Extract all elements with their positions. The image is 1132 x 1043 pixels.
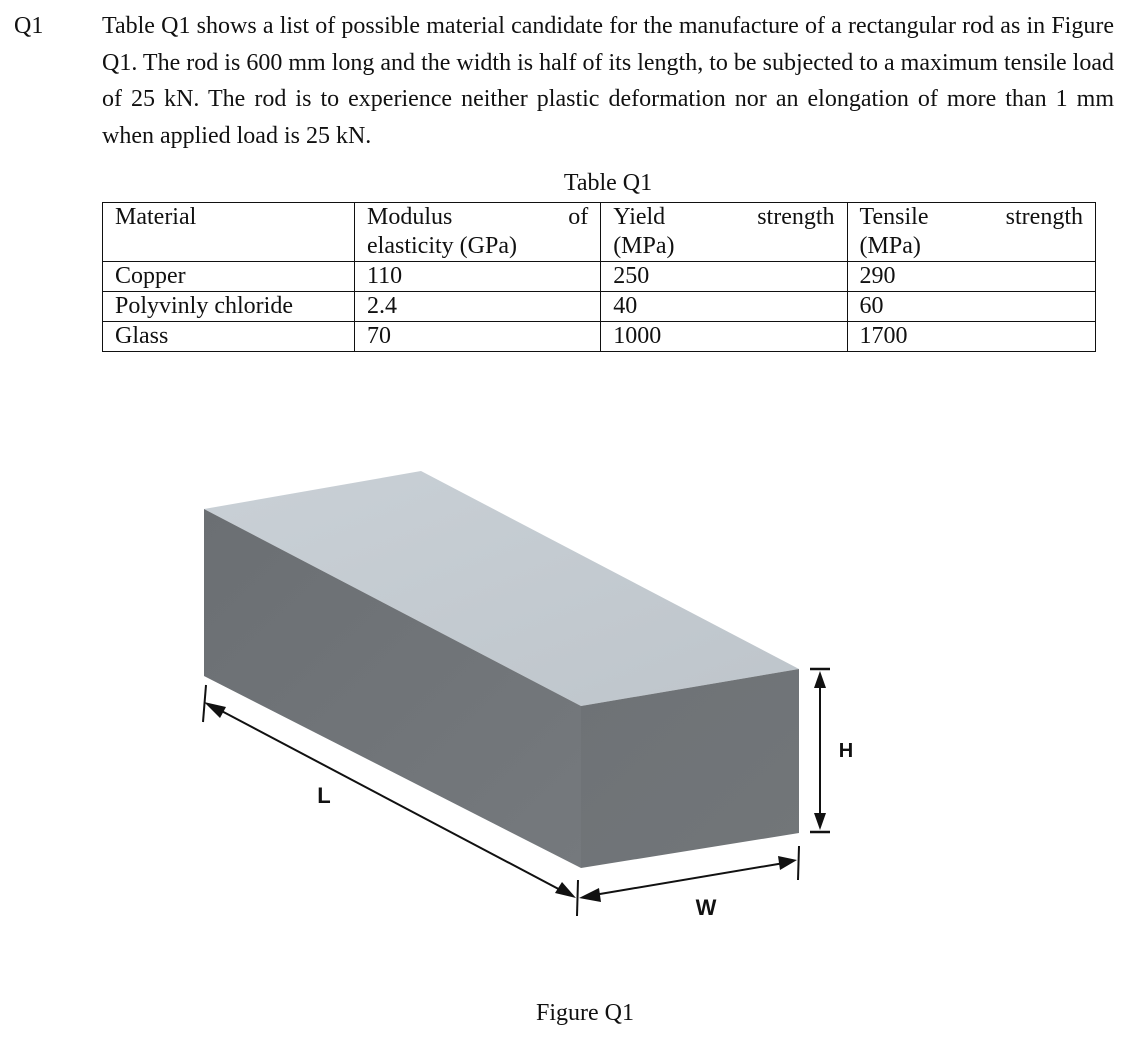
material-table xyxy=(102,202,1096,352)
cell-material: Copper xyxy=(103,262,355,292)
header-tensile-word1: Tensile xyxy=(859,204,929,230)
cell-yield: 250 xyxy=(601,262,847,292)
header-modulus xyxy=(355,203,601,262)
header-yield-word1: Yield xyxy=(613,204,666,230)
table-row xyxy=(103,322,1096,352)
table-row xyxy=(103,262,1096,292)
header-tensile-word2: strength xyxy=(1005,204,1083,230)
cell-yield: 40 xyxy=(601,292,847,322)
table-row xyxy=(103,292,1096,322)
table-caption: Table Q1 xyxy=(563,170,653,196)
length-label: L xyxy=(317,783,331,808)
height-dimension xyxy=(810,669,830,832)
cell-tensile: 1700 xyxy=(847,322,1095,352)
cell-modulus: 2.4 xyxy=(355,292,601,322)
cell-tensile: 60 xyxy=(847,292,1095,322)
cell-yield: 1000 xyxy=(601,322,847,352)
question-number: Q1 xyxy=(14,13,44,39)
header-yield xyxy=(601,203,847,262)
header-tensile xyxy=(847,203,1095,262)
cell-modulus: 110 xyxy=(355,262,601,292)
header-modulus-line2: elasticity (GPa) xyxy=(367,233,517,259)
header-tensile-line2: (MPa) xyxy=(859,233,921,259)
header-material: Material xyxy=(103,203,355,262)
figure-caption: Figure Q1 xyxy=(536,1000,634,1026)
cell-material: Polyvinly chloride xyxy=(103,292,355,322)
cell-tensile: 290 xyxy=(847,262,1095,292)
header-modulus-word2: of xyxy=(568,204,589,230)
question-text: Table Q1 shows a list of possible material candidate for the manufacture of a rectangular rod as in Figure Q1. The rod is 600 mm long and the width is half of its length, to be subjected to a maximum tensile load of 25 kN. The rod is to experience neither plastic deformation nor an elongation of more than 1 mm when applied load is 25 kN. xyxy=(102,13,1114,149)
table-header-row xyxy=(103,203,1096,262)
header-modulus-word1: Modulus xyxy=(367,204,453,230)
height-label: H xyxy=(838,740,854,762)
header-yield-word2: strength xyxy=(757,204,835,230)
header-yield-line2: (MPa) xyxy=(613,233,675,259)
width-label: W xyxy=(695,895,717,920)
cell-modulus: 70 xyxy=(355,322,601,352)
cell-material: Glass xyxy=(103,322,355,352)
